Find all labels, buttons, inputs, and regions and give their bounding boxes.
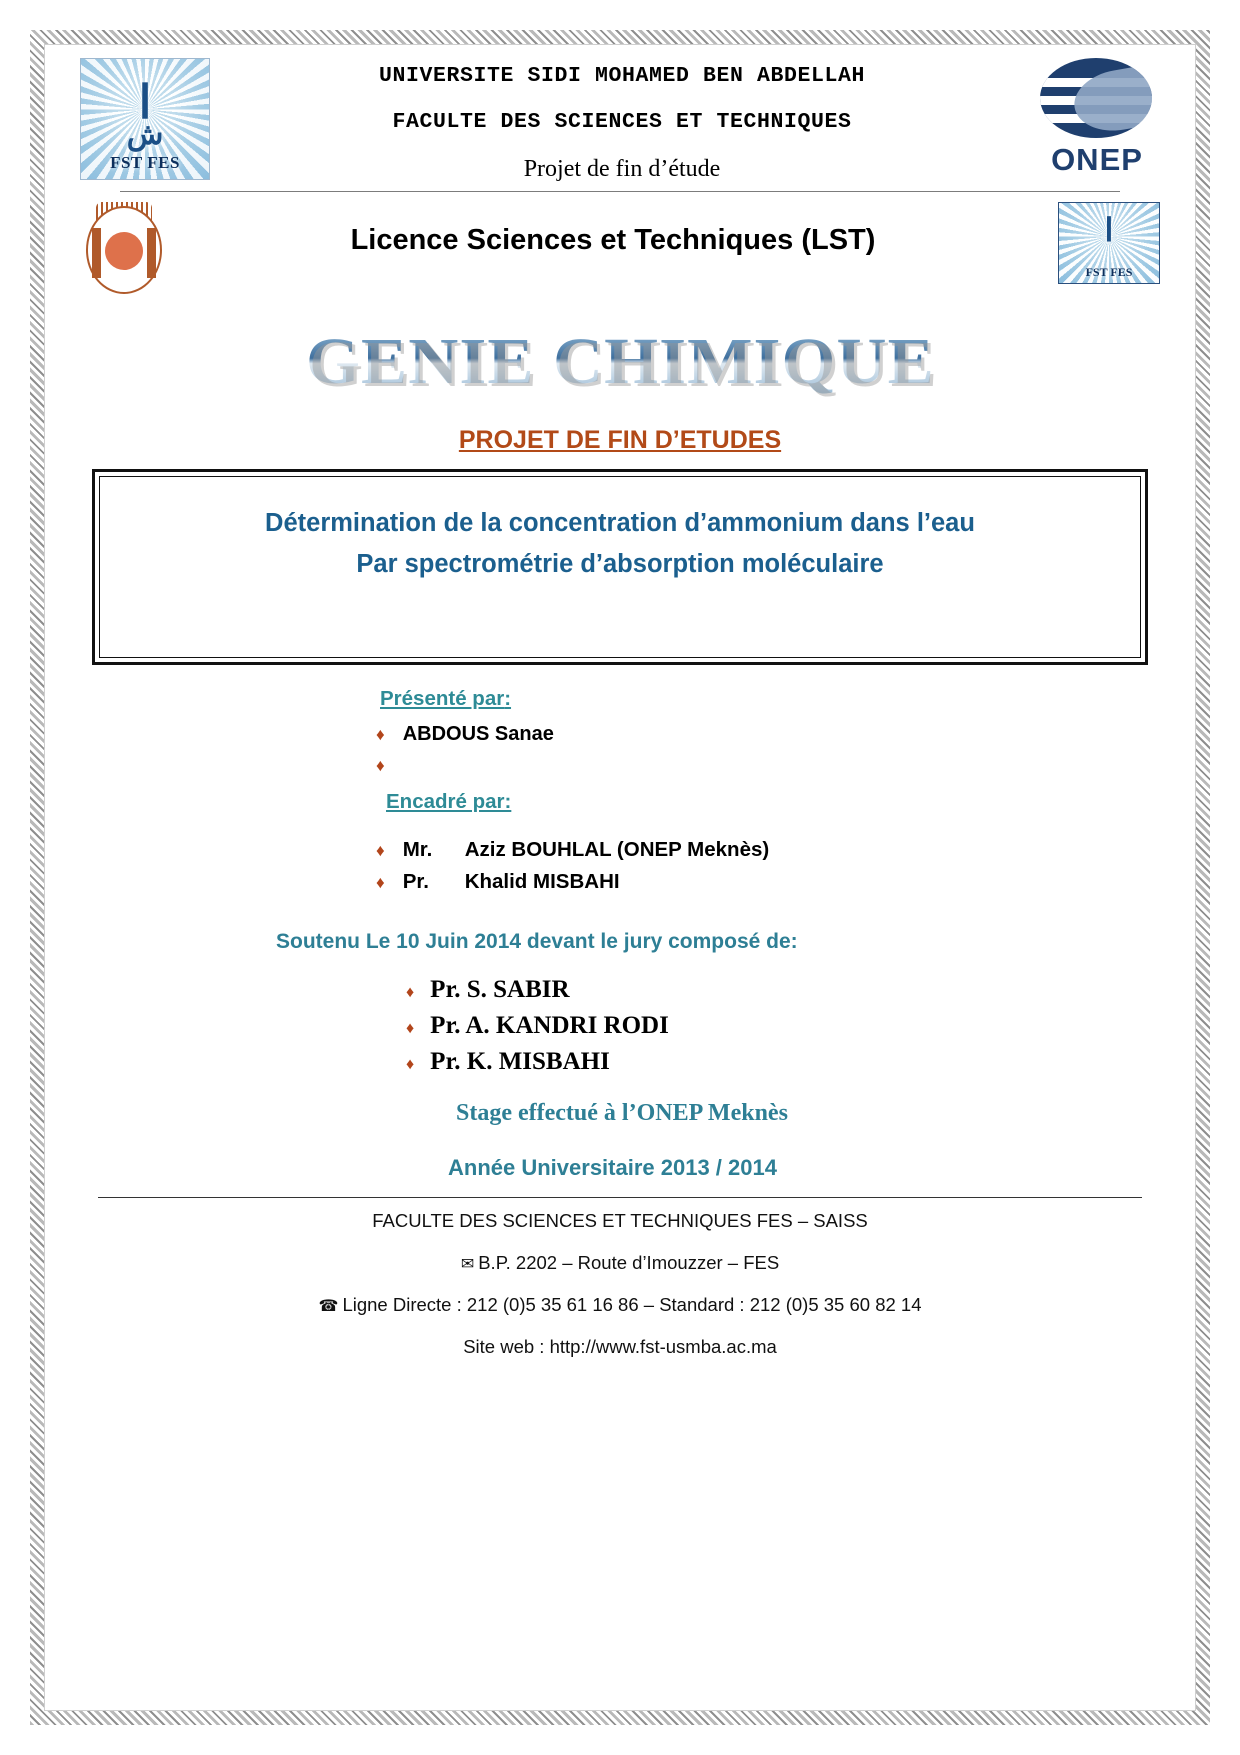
phone-icon: ☎: [318, 1298, 339, 1315]
jury-list: [80, 976, 1160, 1076]
footer-divider: [98, 1197, 1142, 1198]
document-header: [80, 48, 1160, 183]
department-wordart: [80, 324, 1160, 400]
onep-globe-shape: [1040, 58, 1152, 138]
subject-box: [92, 469, 1148, 665]
footer-phone-line: [80, 1294, 1160, 1316]
diamond-bullet-icon: ♦: [376, 841, 385, 860]
supervisor-name: Khalid MISBAHI: [464, 870, 620, 893]
list-item: [406, 1048, 1160, 1076]
seal-pillar-right: [147, 228, 156, 278]
onep-wordmark: ONEP: [1051, 142, 1143, 177]
footer-institution: FACULTE DES SCIENCES ET TECHNIQUES FES – SAISS: [372, 1210, 868, 1231]
list-item: [376, 723, 1160, 746]
fst-small-logo-caption: FST FES: [1085, 265, 1133, 279]
supervised-by-colon: :: [504, 790, 512, 813]
diamond-bullet-icon: ♦: [376, 756, 385, 775]
footer-website: Site web : http://www.fst-usmba.ac.ma: [463, 1336, 777, 1357]
project-type: Projet de fin d’étude: [523, 156, 721, 182]
pfe-label: PROJET DE FIN D’ETUDES: [458, 426, 782, 454]
jury-member-name: Pr. A. KANDRI RODI: [430, 1012, 669, 1039]
supervisor-title: Pr.: [402, 870, 429, 893]
footer-phone-text: Ligne Directe : 212 (0)5 35 61 16 86 – Standard : 212 (0)5 35 60 82 14: [342, 1294, 922, 1315]
defense-date-line: Soutenu Le 10 Juin 2014 devant le jury composé de:: [276, 930, 798, 953]
supervisors-list: [80, 838, 1160, 894]
list-item: [376, 756, 1160, 776]
list-item: [406, 976, 1160, 1004]
department-wordart-text: GENIE CHIMIQUE: [305, 325, 935, 398]
subject-line-1: Détermination de la concentration d’ammonium dans l’eau: [265, 509, 975, 537]
academic-year: Année Universitaire 2013 / 2014: [448, 1155, 777, 1180]
supervised-by-text: Encadré par: [386, 790, 505, 813]
fst-small-logo-glyph: ا: [1104, 212, 1114, 248]
subject-line-2: Par spectrométrie d’absorption moléculaire: [356, 549, 884, 578]
footer-address-line: [80, 1252, 1160, 1274]
diamond-bullet-icon: ♦: [376, 725, 385, 744]
supervised-by-label: [80, 790, 1160, 814]
subject-box-inner: [99, 476, 1141, 658]
internship-location: Stage effectué à l’ONEP Meknès: [456, 1100, 788, 1126]
diamond-bullet-icon: ♦: [406, 1056, 415, 1073]
jury-member-name: Pr. S. SABIR: [430, 976, 570, 1003]
university-seal-icon: [80, 202, 168, 298]
seal-pillar-left: [92, 228, 101, 278]
footer-address-text: B.P. 2202 – Route d’Imouzzer – FES: [478, 1252, 780, 1273]
presented-by-label: [80, 687, 1160, 711]
author-name: ABDOUS Sanae: [402, 723, 554, 745]
onep-logo-icon: [1034, 58, 1160, 180]
degree-row: [80, 202, 1160, 298]
faculty-name: FACULTE DES SCIENCES ET TECHNIQUES: [392, 110, 852, 134]
diamond-bullet-icon: ♦: [406, 984, 415, 1001]
fst-logo-glyph: ا: [138, 77, 152, 128]
header-divider: [120, 191, 1120, 192]
presented-by-colon: :: [504, 687, 512, 710]
presented-by-text: Présenté par: [380, 687, 505, 710]
fst-fes-logo-icon: [80, 58, 210, 180]
fst-logo-caption: FST FES: [110, 153, 180, 172]
supervisor-name: Aziz BOUHLAL (ONEP Meknès): [464, 838, 770, 861]
fst-fes-logo-small-icon: [1058, 202, 1160, 284]
header-text-block: [210, 58, 1034, 183]
degree-title: Licence Sciences et Techniques (LST): [350, 224, 876, 256]
document-footer: [80, 1197, 1160, 1358]
fst-logo-glyph-secondary: ش: [126, 118, 164, 151]
diamond-bullet-icon: ♦: [406, 1020, 415, 1037]
seal-center-emblem: [105, 232, 143, 270]
diamond-bullet-icon: ♦: [376, 873, 385, 892]
university-name: UNIVERSITE SIDI MOHAMED BEN ABDELLAH: [378, 64, 866, 88]
list-item: [406, 1012, 1160, 1040]
mail-icon: ✉: [460, 1256, 475, 1273]
jury-member-name: Pr. K. MISBAHI: [430, 1048, 610, 1075]
document-page: [60, 48, 1180, 1708]
list-item: [376, 838, 1160, 862]
supervisor-title: Mr.: [402, 838, 433, 861]
list-item: [376, 870, 1160, 894]
onep-swoosh: [1069, 63, 1152, 138]
authors-list: [80, 723, 1160, 776]
